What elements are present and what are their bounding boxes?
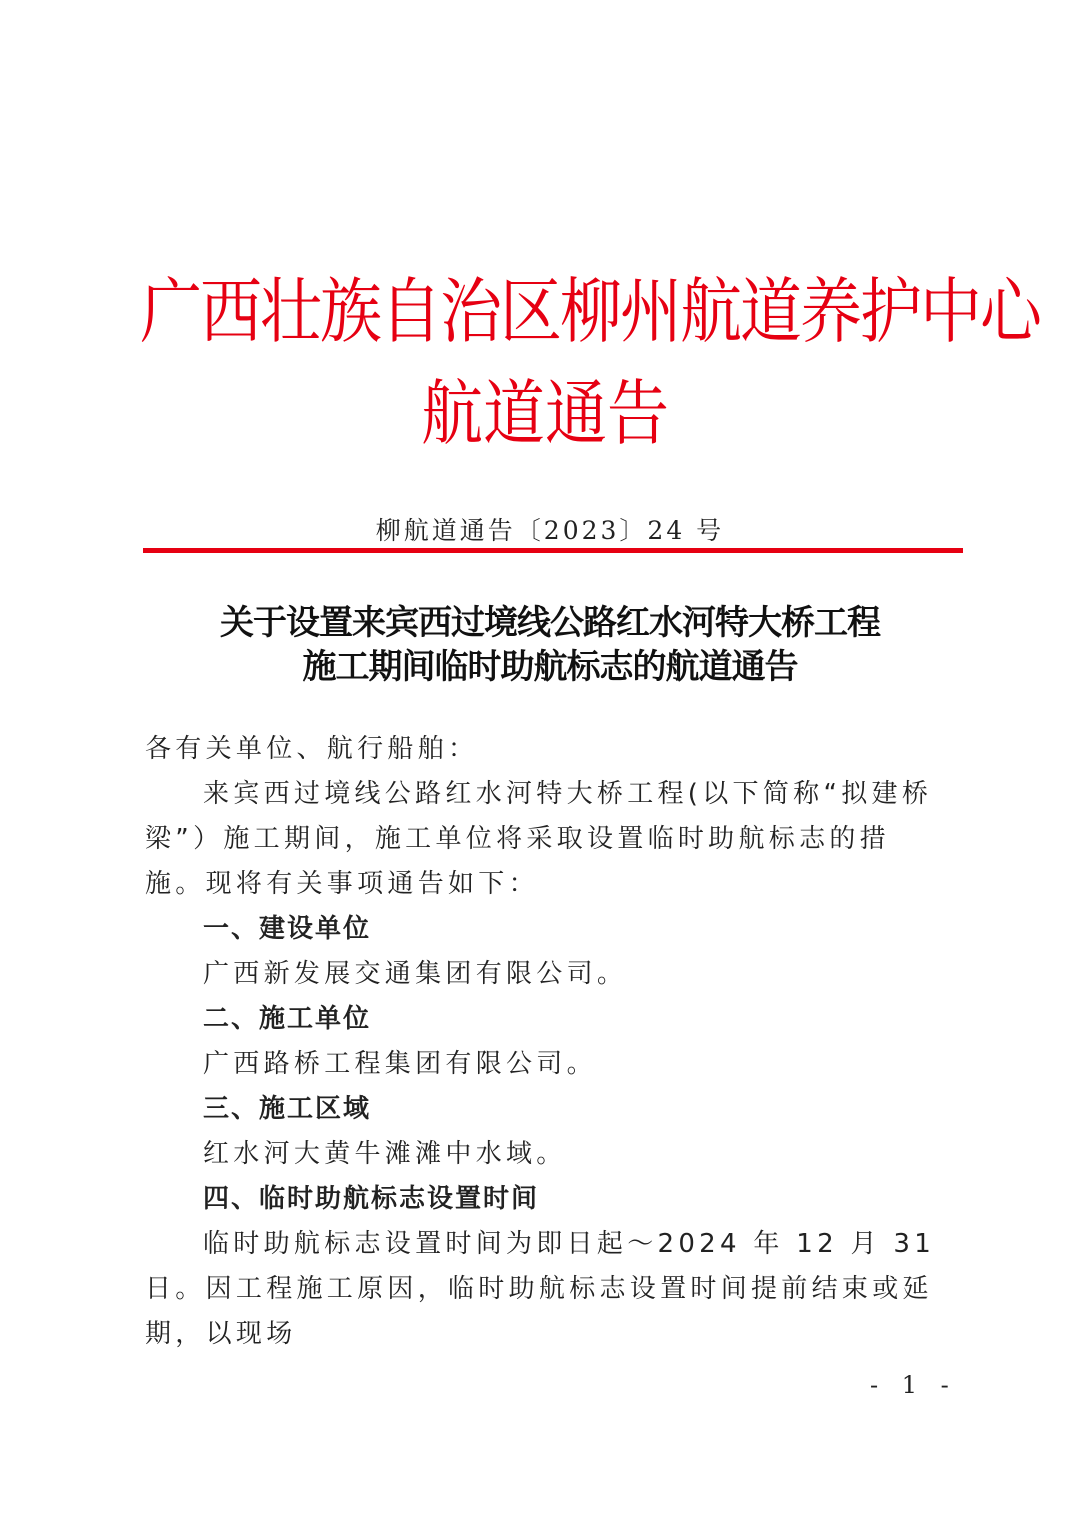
document-number: 柳航道通告〔2023〕24 号 [375, 516, 725, 545]
section-heading: 四、临时助航标志设置时间 [203, 1184, 540, 1214]
notice-body [145, 727, 950, 1357]
notice-title-line-2: 施工期间临时助航标志的航道通告 [302, 647, 798, 687]
notice-title [140, 601, 960, 689]
organization-name: 广西壮族自治区柳州航道养护中心 [140, 269, 1041, 354]
red-divider-rule [143, 548, 963, 553]
page-number: - 1 - [870, 1371, 957, 1399]
section-content: 广西新发展交通集团有限公司。 [203, 959, 628, 989]
section-heading: 二、施工单位 [203, 1004, 372, 1034]
section-content: 红水河大黄牛滩滩中水域。 [203, 1139, 567, 1169]
section-heading: 三、施工区域 [203, 1094, 372, 1124]
notice-title-line-1: 关于设置来宾西过境线公路红水河特大桥工程 [220, 603, 880, 643]
section-content: 广西路桥工程集团有限公司。 [203, 1049, 597, 1079]
notice-type-heading: 航道通告 [420, 371, 669, 456]
section-content: 临时助航标志设置时间为即日起～2024 年 12 月 31 日。因工程施工原因，临时助航标志设置时间提前结束或延期，以现场 [145, 1229, 936, 1349]
intro-paragraph: 来宾西过境线公路红水河特大桥工程(以下简称“拟建桥梁”）施工期间，施工单位将采取设置临时助航标志的措施。现将有关事项通告如下： [145, 779, 933, 899]
salutation: 各有关单位、航行船舶： [145, 734, 479, 764]
section-heading: 一、建设单位 [203, 914, 372, 944]
